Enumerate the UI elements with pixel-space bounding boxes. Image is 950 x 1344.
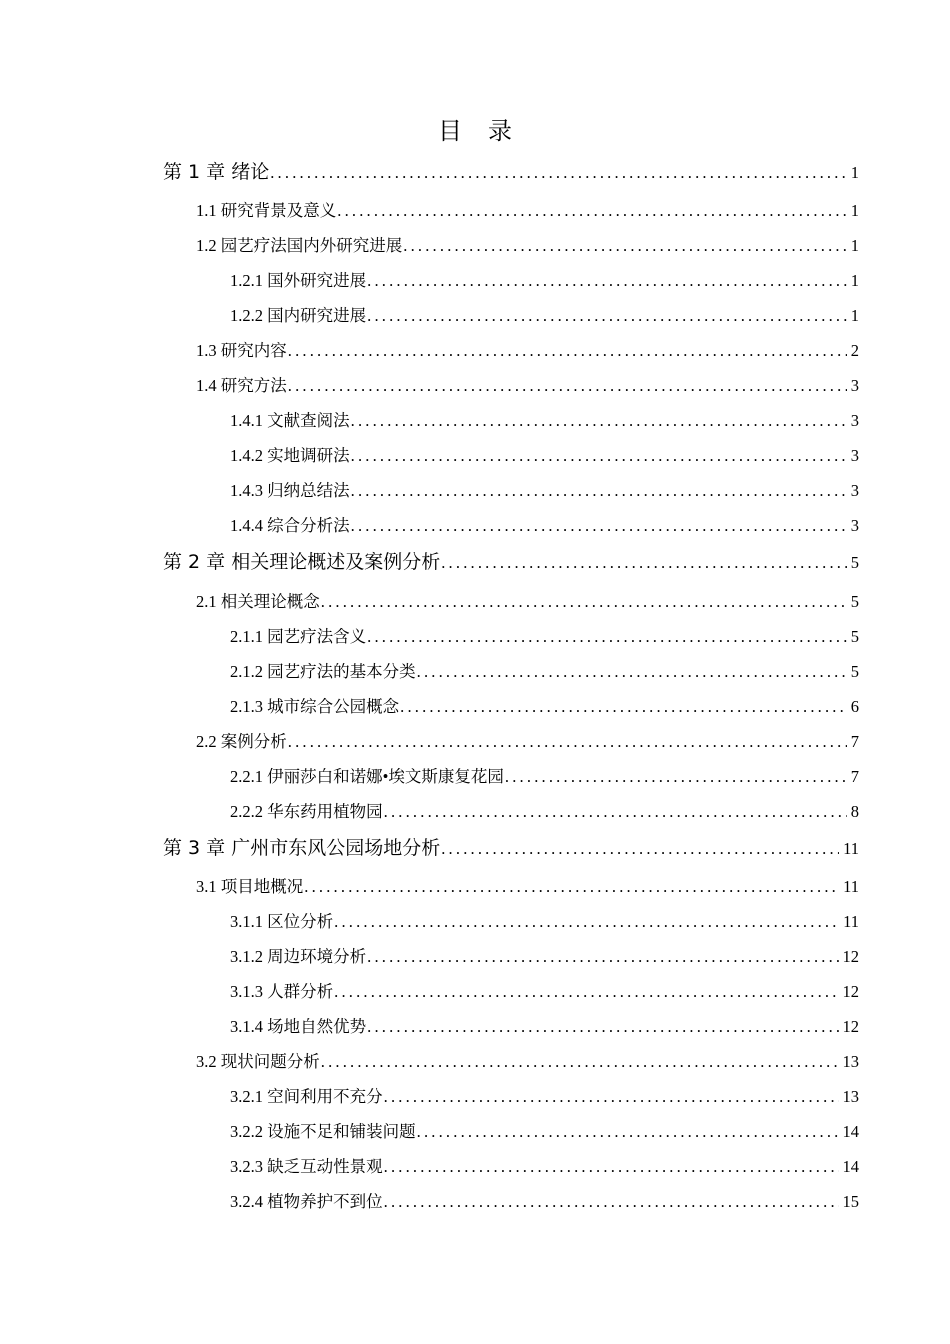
toc-entry-1-4-1[interactable] [230,409,859,433]
toc-entry-page: 6 [850,697,859,716]
toc-entry-label: 1.2 园艺疗法国内外研究进展 [196,236,403,255]
toc-entry-label: 1.3 研究内容 [196,341,287,360]
toc-entry-2-2-2[interactable] [230,800,859,824]
toc-entry-label: 3.2.3 缺乏互动性景观 [230,1157,383,1176]
toc-entry-1-4-4[interactable] [230,514,859,538]
toc-entry-label: 1.2.2 国内研究进展 [230,306,367,325]
toc-entry-page: 3 [850,516,859,535]
toc-entry-chapter-3[interactable] [163,836,859,861]
toc-entry-page: 11 [843,877,859,896]
toc-entry-1-2[interactable] [196,234,859,258]
dot-leader [504,765,847,789]
toc-entry-label: 2.1.3 城市综合公园概念 [230,697,400,716]
dot-leader [333,980,838,1004]
dot-leader [383,1190,839,1214]
toc-entry-3-2-1[interactable] [230,1085,859,1109]
toc-entry-page: 1 [850,201,859,220]
toc-entry-label: 2.1 相关理论概念 [196,592,320,611]
toc-entry-page: 11 [843,912,859,931]
toc-entry-page: 1 [850,236,859,255]
dot-leader [383,800,847,824]
toc-entry-3-2-2[interactable] [230,1120,859,1144]
toc-entry-3-1-2[interactable] [230,945,859,969]
toc-entry-label: 3.1 项目地概况 [196,877,304,896]
dot-leader [383,1085,839,1109]
toc-entry-2-2[interactable] [196,730,859,754]
toc-entry-3-1-3[interactable] [230,980,859,1004]
toc-entry-page: 2 [850,341,859,360]
toc-entry-label: 1.4.2 实地调研法 [230,446,350,465]
dot-leader [366,304,847,328]
toc-entry-page: 14 [842,1157,859,1176]
toc-entry-page: 7 [850,732,859,751]
dot-leader [440,837,839,861]
dot-leader [350,479,847,503]
dot-leader [303,875,839,899]
dot-leader [366,269,847,293]
toc-entry-page: 1 [850,306,859,325]
toc-entry-page: 15 [842,1192,859,1211]
toc-entry-1-4[interactable] [196,374,859,398]
toc-entry-3-2[interactable] [196,1050,859,1074]
dot-leader [366,625,847,649]
dot-leader [350,514,847,538]
toc-entry-3-2-4[interactable] [230,1190,859,1214]
dot-leader [350,444,847,468]
toc-entry-3-2-3[interactable] [230,1155,859,1179]
toc-entry-label: 2.2.2 华东药用植物园 [230,802,383,821]
dot-leader [320,1050,839,1074]
toc-entry-page: 12 [842,1017,859,1036]
toc-entry-label: 3.1.2 周边环境分析 [230,947,367,966]
dot-leader [287,374,847,398]
dot-leader [440,551,847,575]
dot-leader [366,1015,838,1039]
toc-entry-page: 3 [850,481,859,500]
toc-entry-1-3[interactable] [196,339,859,363]
toc-entry-label: 第 1 章 绪论 [163,161,270,183]
toc-entry-label: 1.2.1 国外研究进展 [230,271,367,290]
toc-entry-2-1-1[interactable] [230,625,859,649]
toc-entry-page: 13 [842,1052,859,1071]
toc-entry-label: 2.2 案例分析 [196,732,287,751]
toc-entry-label: 3.2.1 空间利用不充分 [230,1087,383,1106]
toc-entry-page: 5 [850,662,859,681]
toc-entry-3-1[interactable] [196,875,859,899]
toc-entry-page: 3 [850,411,859,430]
toc-entry-label: 2.2.1 伊丽莎白和诺娜•埃文斯康复花园 [230,767,504,786]
toc-entry-2-1-2[interactable] [230,660,859,684]
dot-leader [287,730,847,754]
toc-entry-page: 11 [843,839,859,858]
toc-entry-label: 3.1.3 人群分析 [230,982,334,1001]
toc-entry-1-2-1[interactable] [230,269,859,293]
toc-entry-page: 7 [850,767,859,786]
toc-entry-label: 1.1 研究背景及意义 [196,201,337,220]
toc-entry-page: 14 [842,1122,859,1141]
toc-entry-page: 3 [850,446,859,465]
toc-entry-label: 3.2 现状问题分析 [196,1052,320,1071]
dot-leader [350,409,847,433]
toc-entry-page: 12 [842,982,859,1001]
toc-entry-1-4-2[interactable] [230,444,859,468]
toc-entry-2-1-3[interactable] [230,695,859,719]
toc-entry-label: 2.1.2 园艺疗法的基本分类 [230,662,416,681]
toc-entry-label: 2.1.1 园艺疗法含义 [230,627,367,646]
toc-title-char-2: 录 [488,117,512,145]
toc-entry-label: 3.2.2 设施不足和铺装问题 [230,1122,416,1141]
toc-entry-label: 3.1.4 场地自然优势 [230,1017,367,1036]
toc-entry-label: 3.1.1 区位分析 [230,912,334,931]
toc-entry-page: 3 [850,376,859,395]
toc-entry-label: 1.4 研究方法 [196,376,287,395]
toc-entry-2-1[interactable] [196,590,859,614]
toc-entry-page: 1 [850,271,859,290]
dot-leader [416,1120,839,1144]
toc-entry-page: 5 [850,553,859,572]
toc-entry-chapter-1[interactable] [163,160,859,185]
dot-leader [383,1155,839,1179]
toc-title-char-1: 目 [438,117,462,145]
toc-entry-page: 5 [850,592,859,611]
toc-entry-1-2-2[interactable] [230,304,859,328]
toc-entry-label: 1.4.1 文献查阅法 [230,411,350,430]
toc-entry-label: 1.4.4 综合分析法 [230,516,350,535]
dot-leader [287,339,847,363]
toc-entry-label: 第 3 章 广州市东风公园场地分析 [163,837,441,859]
toc-entry-label: 第 2 章 相关理论概述及案例分析 [163,551,441,573]
dot-leader [320,590,847,614]
toc-entry-1-4-3[interactable] [230,479,859,503]
dot-leader [333,910,839,934]
dot-leader [366,945,838,969]
dot-leader [402,234,847,258]
dot-leader [416,660,847,684]
dot-leader [399,695,847,719]
toc-entry-label: 3.2.4 植物养护不到位 [230,1192,383,1211]
toc-entry-page: 13 [842,1087,859,1106]
toc-entry-2-2-1[interactable] [230,765,859,789]
dot-leader [269,161,847,185]
toc-entry-label: 1.4.3 归纳总结法 [230,481,350,500]
toc-entry-page: 1 [850,163,859,182]
toc-entry-page: 5 [850,627,859,646]
toc-entry-3-1-4[interactable] [230,1015,859,1039]
toc-entry-1-1[interactable] [196,199,859,223]
toc-entry-chapter-2[interactable] [163,550,859,575]
toc-entry-page: 8 [850,802,859,821]
toc-entry-page: 12 [842,947,859,966]
dot-leader [336,199,847,223]
toc-entry-3-1-1[interactable] [230,910,859,934]
